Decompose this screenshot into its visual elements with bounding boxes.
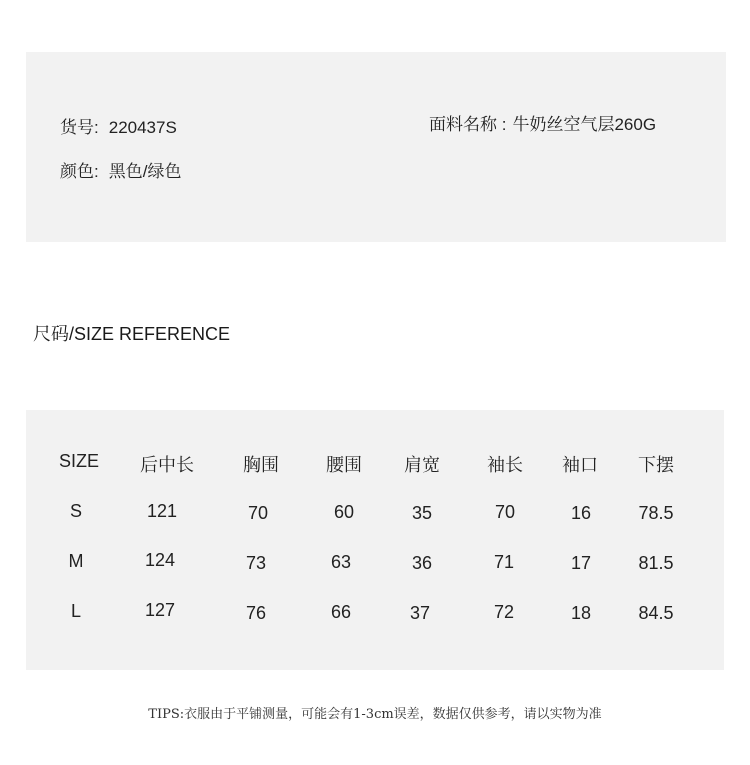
row-shoulder: 37 bbox=[409, 603, 431, 623]
header-hem: 下摆 bbox=[638, 455, 674, 475]
row-cuff: 18 bbox=[570, 603, 592, 623]
row-cuff: 16 bbox=[570, 503, 592, 523]
row-size: L bbox=[70, 601, 82, 621]
fabric-value: 牛奶丝空气层260G bbox=[512, 115, 657, 134]
row-back-length: 124 bbox=[144, 550, 176, 570]
row-waist: 60 bbox=[333, 502, 355, 522]
row-waist: 66 bbox=[330, 602, 352, 622]
row-cuff: 17 bbox=[570, 553, 592, 573]
header-chest: 胸围 bbox=[243, 455, 279, 475]
row-waist: 63 bbox=[330, 552, 352, 572]
header-sleeve-length: 袖长 bbox=[487, 455, 523, 475]
row-sleeve-length: 71 bbox=[493, 552, 515, 572]
color-info bbox=[60, 157, 181, 182]
product-info-panel bbox=[26, 52, 726, 242]
item-number-label: 货号: bbox=[60, 118, 99, 137]
row-hem: 81.5 bbox=[638, 553, 674, 573]
row-back-length: 127 bbox=[144, 600, 176, 620]
measurement-tips: TIPS:衣服由于平铺测量，可能会有1-3cm误差，数据仅供参考，请以实物为准 bbox=[148, 707, 602, 722]
item-number bbox=[60, 113, 177, 138]
row-sleeve-length: 72 bbox=[493, 602, 515, 622]
color-label: 颜色: bbox=[60, 162, 99, 181]
row-chest: 73 bbox=[245, 553, 267, 573]
row-shoulder: 36 bbox=[411, 553, 433, 573]
row-back-length: 121 bbox=[146, 501, 178, 521]
header-back-length: 后中长 bbox=[140, 455, 194, 475]
row-chest: 76 bbox=[245, 603, 267, 623]
color-value: 黑色/绿色 bbox=[108, 162, 182, 181]
row-size: M bbox=[68, 551, 84, 571]
row-chest: 70 bbox=[247, 503, 269, 523]
row-shoulder: 35 bbox=[411, 503, 433, 523]
fabric-label: 面料名称 : bbox=[429, 115, 507, 134]
row-hem: 78.5 bbox=[638, 503, 674, 523]
size-reference-title: 尺码/SIZE REFERENCE bbox=[33, 324, 231, 344]
fabric-info bbox=[429, 110, 656, 135]
row-hem: 84.5 bbox=[638, 603, 674, 623]
header-waist: 腰围 bbox=[326, 455, 362, 475]
size-table bbox=[26, 410, 724, 670]
row-sleeve-length: 70 bbox=[494, 502, 516, 522]
header-shoulder: 肩宽 bbox=[404, 455, 440, 475]
item-number-value: 220437S bbox=[108, 118, 177, 137]
header-size: SIZE bbox=[58, 451, 100, 471]
header-cuff: 袖口 bbox=[562, 455, 598, 475]
row-size: S bbox=[69, 501, 83, 521]
